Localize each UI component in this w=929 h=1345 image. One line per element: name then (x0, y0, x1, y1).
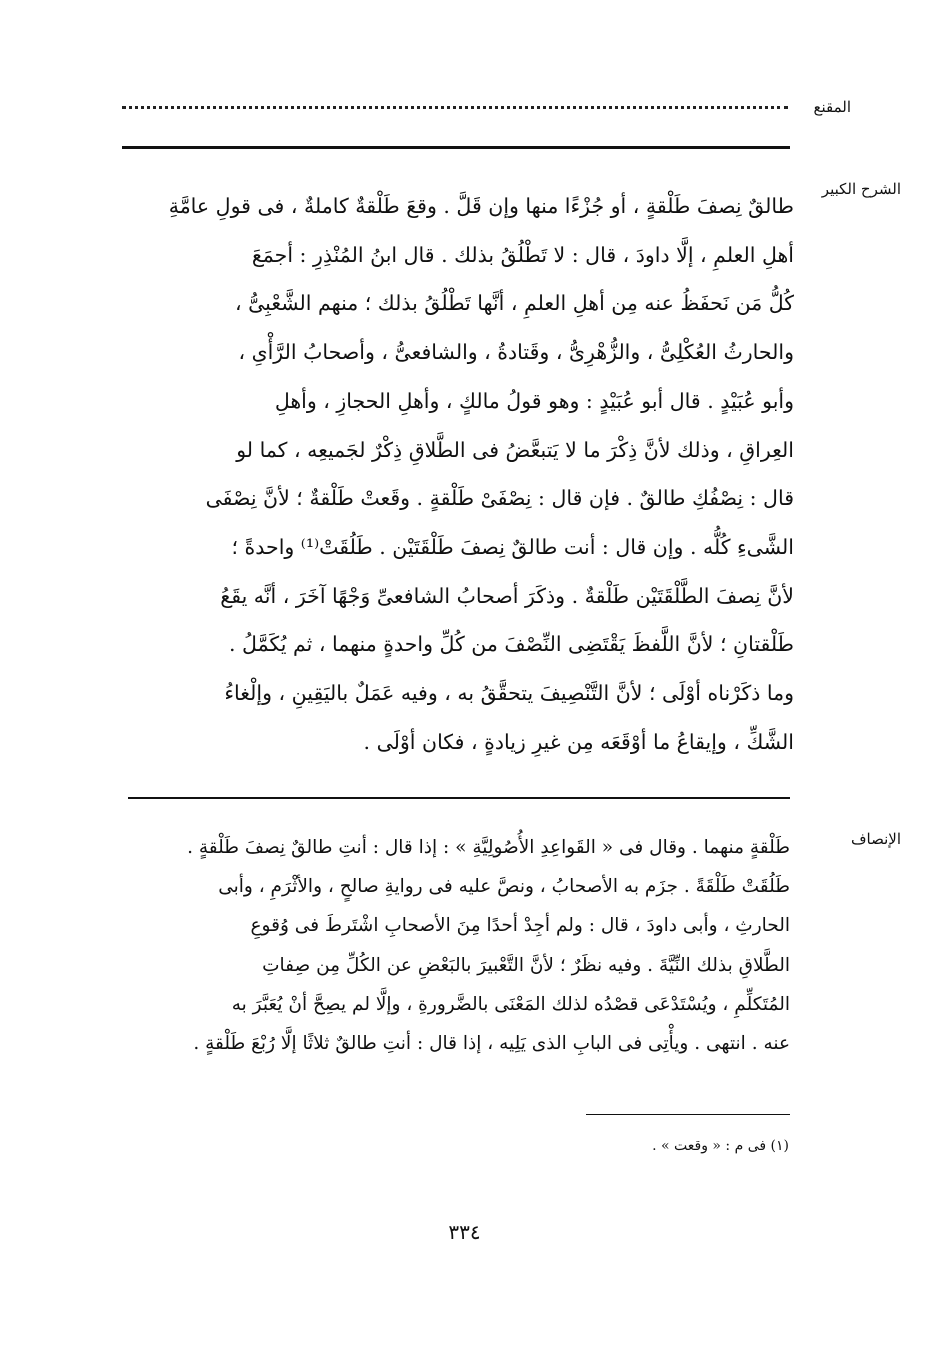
section-divider (128, 797, 790, 799)
book-title: المقنع (813, 98, 851, 116)
main-line: الشَّكِّ ، وإيقاعُ ما أوْقَعَه مِن غيرِ زيادةٍ ، فكان أوْلَى . (363, 729, 794, 754)
main-line: الشَّىءِ كُلُّه . وإن قال : أنت طالقٌ نِصفَ طَلْقَتَيْن . طَلُقَتْ⁽¹⁾ واحدةً ؛ (231, 534, 794, 559)
main-line: قال : نِصْفُكِ طالقٌ . فإن قال : نِصْفَىْ طَلْقةٍ . وقَعتْ طَلْقةٌ ؛ لأنَّ نِصْفَى (205, 486, 794, 511)
insaf-line: طَلُقَتْ طَلْقَةً . جزَم به الأصحابُ ، ونصَّ عليه فى روايةِ صالحٍ ، والأثْرَمِ ، وأبى (218, 876, 790, 898)
main-line: والحارثُ العُكْلِىُّ ، والزُّهْرِىُّ ، وقَتادةُ ، والشافعىُّ ، وأصحابُ الرَّأْىِ ، (238, 340, 794, 365)
insaf-line: الطَّلاقِ بذلك النِّيَّةَ . وفيه نظَرٌ ؛ لأنَّ التَّعْبيرَ بالبَعْضِ عن الكُلِّ مِن صِفاتِ (262, 954, 790, 976)
header-rule (122, 146, 790, 149)
insaf-line: الحارثِ ، وأبى داودَ ، قال : ولم أجِدْ أحدًا مِنَ الأصحابِ اشْتَرطَ فى وُقوعِ (250, 915, 790, 937)
main-text-block (118, 182, 794, 766)
main-line: لأنَّ نِصفَ الطَّلْقَتَيْن طَلْقةٌ . وذكَرَ أصحابُ الشافعىِّ وَجْهًا آخَرَ ، أنَّه يقَعُ (220, 583, 794, 608)
main-line: طالقٌ نِصفَ طَلْقةٍ ، أو جُزْءًا منها وإن قَلَّ . وقعَ طَلْقةٌ كاملةٌ ، فى قولِ عامَّةِ (168, 194, 794, 218)
main-line: وما ذكَرْناه أوْلَى ؛ لأنَّ التَّنْصِيفَ يتحقَّقُ به ، وفيه عَمَلٌ باليَقِينِ ، وإلْغاءُ (224, 681, 794, 706)
page-number: ٣٣٤ (448, 1220, 481, 1244)
main-line: طَلْقتانِ ؛ لأنَّ اللَّفظَ يَقْتَضِى النِّصْفَ من كُلِّ واحدةٍ منهما ، ثم يُكَمَّلُ . (229, 632, 794, 657)
main-line: وأبو عُبَيْدٍ . قال أبو عُبَيْدٍ : وهو قولُ مالكٍ ، وأهلِ الحجازِ ، وأهلِ (274, 388, 794, 413)
footnote-rule (586, 1114, 790, 1115)
section-label-insaf: الإنصاف (850, 830, 901, 848)
insaf-line: عنه . انتهى . ويأْتِى فى البابِ الذى يَلِيه ، إذا قال : أنتِ طالقٌ ثلاثًا إلَّا رُبْعَ طَلْقةٍ . (193, 1033, 790, 1055)
main-line: العِراقِ ، وذلك لأنَّ ذِكْرَ ما لا يَتبعَّضُ فى الطَّلاقِ ذِكْرٌ لجَميعِه ، كما لو (236, 437, 794, 462)
section-label-sharh: الشرح الكبير (821, 180, 901, 198)
insaf-text-block (120, 828, 790, 1063)
footnote: (١) فى م : « وقعت » . (652, 1138, 789, 1154)
header-dotted-line (122, 106, 788, 109)
main-line: كُلُّ مَن نَحفَظُ عنه مِن أهلِ العلمِ ، أنَّها تَطْلُقُ بذلك ؛ منهم الشَّعْبِىُّ ، (234, 291, 794, 316)
main-line: أهلِ العلمِ ، إلَّا داودَ ، قال : لا تَطْلُقُ بذلك . قال ابنُ المُنْذِرِ : أجمَعَ (251, 242, 794, 267)
insaf-line: المُتَكلِّمِ ، ويُسْتَدْعَى قصْدُه لذلك المَعْنَى بالضَّرورةِ ، وإلَّا لم يصِحَّ أنْ يُعَبَّرَ به (231, 993, 790, 1015)
insaf-line: طَلْقةٍ منهما . وقال فى « القَواعِدِ الأُصُولِيَّةِ » : إذا قال : أنتِ طالقٌ نِصفَ طَلْقةٍ . (187, 837, 790, 858)
